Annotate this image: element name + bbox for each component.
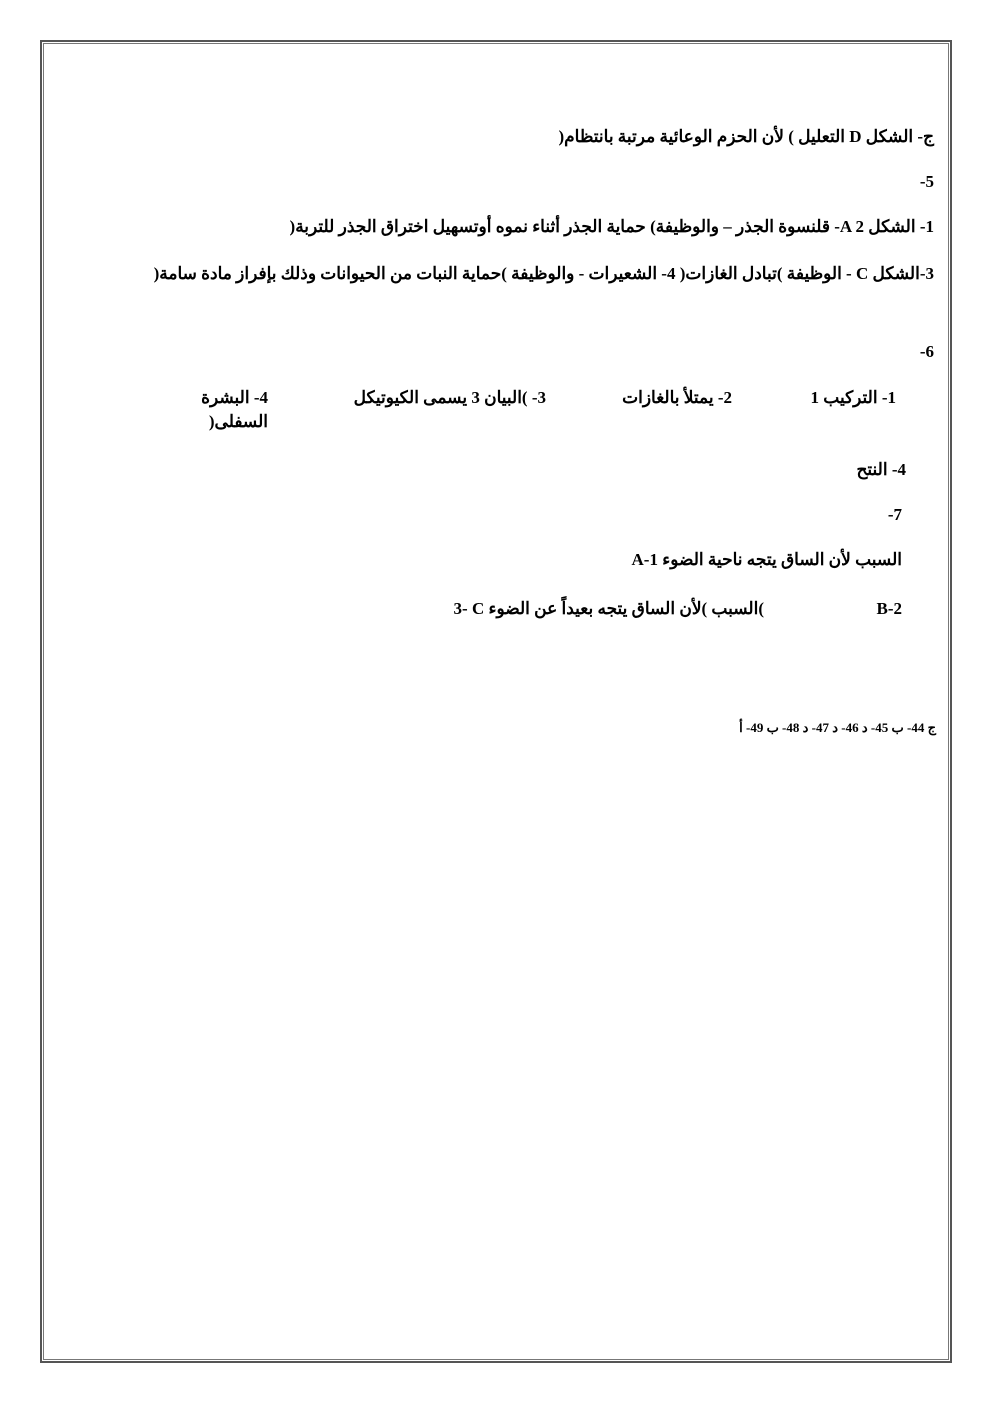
multiple-choice-answers: ج 44- ب 45- د 46- د 47- د 48- ب 49- أ (739, 720, 936, 735)
question-6-number: -6 (919, 342, 934, 361)
answer-6-item-1: 1- التركيب 1 (810, 388, 896, 407)
answer-5-line-2: 3-الشكل C - الوظيفة )تبادل الغازات( 4- الشعيرات - والوظيفة )حماية النبات من الحيوانات وذلك بإفراز مادة سامة( (153, 264, 934, 283)
answer-7-line-1: A-1 السبب لأن الساق يتجه ناحية الضوء (631, 550, 902, 569)
answer-6-item-2: 2- يمتلأ بالغازات (622, 388, 732, 407)
answer-6-item-3: 3- )البيان 3 يسمى الكيوتيكل (353, 388, 546, 407)
answer-5-line-1: 1- الشكل A 2- قلنسوة الجذر – والوظيفة) حماية الجذر أثناء نموه أوتسهيل اختراق الجذر للتربة( (289, 217, 934, 236)
question-7-number: -7 (887, 505, 902, 524)
page-border-inner (43, 43, 949, 1360)
answer-line-c: ج- الشكل D التعليل ) لأن الحزم الوعائية مرتبة بانتظام( (558, 127, 934, 146)
question-5-number: -5 (919, 172, 934, 191)
answer-7-line-2-text: 3- C السبب )لأن الساق يتجه بعيداً عن الضوء( (453, 599, 764, 618)
answer-6-item-4: 4- البشرة السفلى( (201, 388, 268, 431)
answer-6-item-5: 4- النتح (856, 460, 906, 479)
answer-7-line-2-label: B-2 (876, 599, 902, 618)
